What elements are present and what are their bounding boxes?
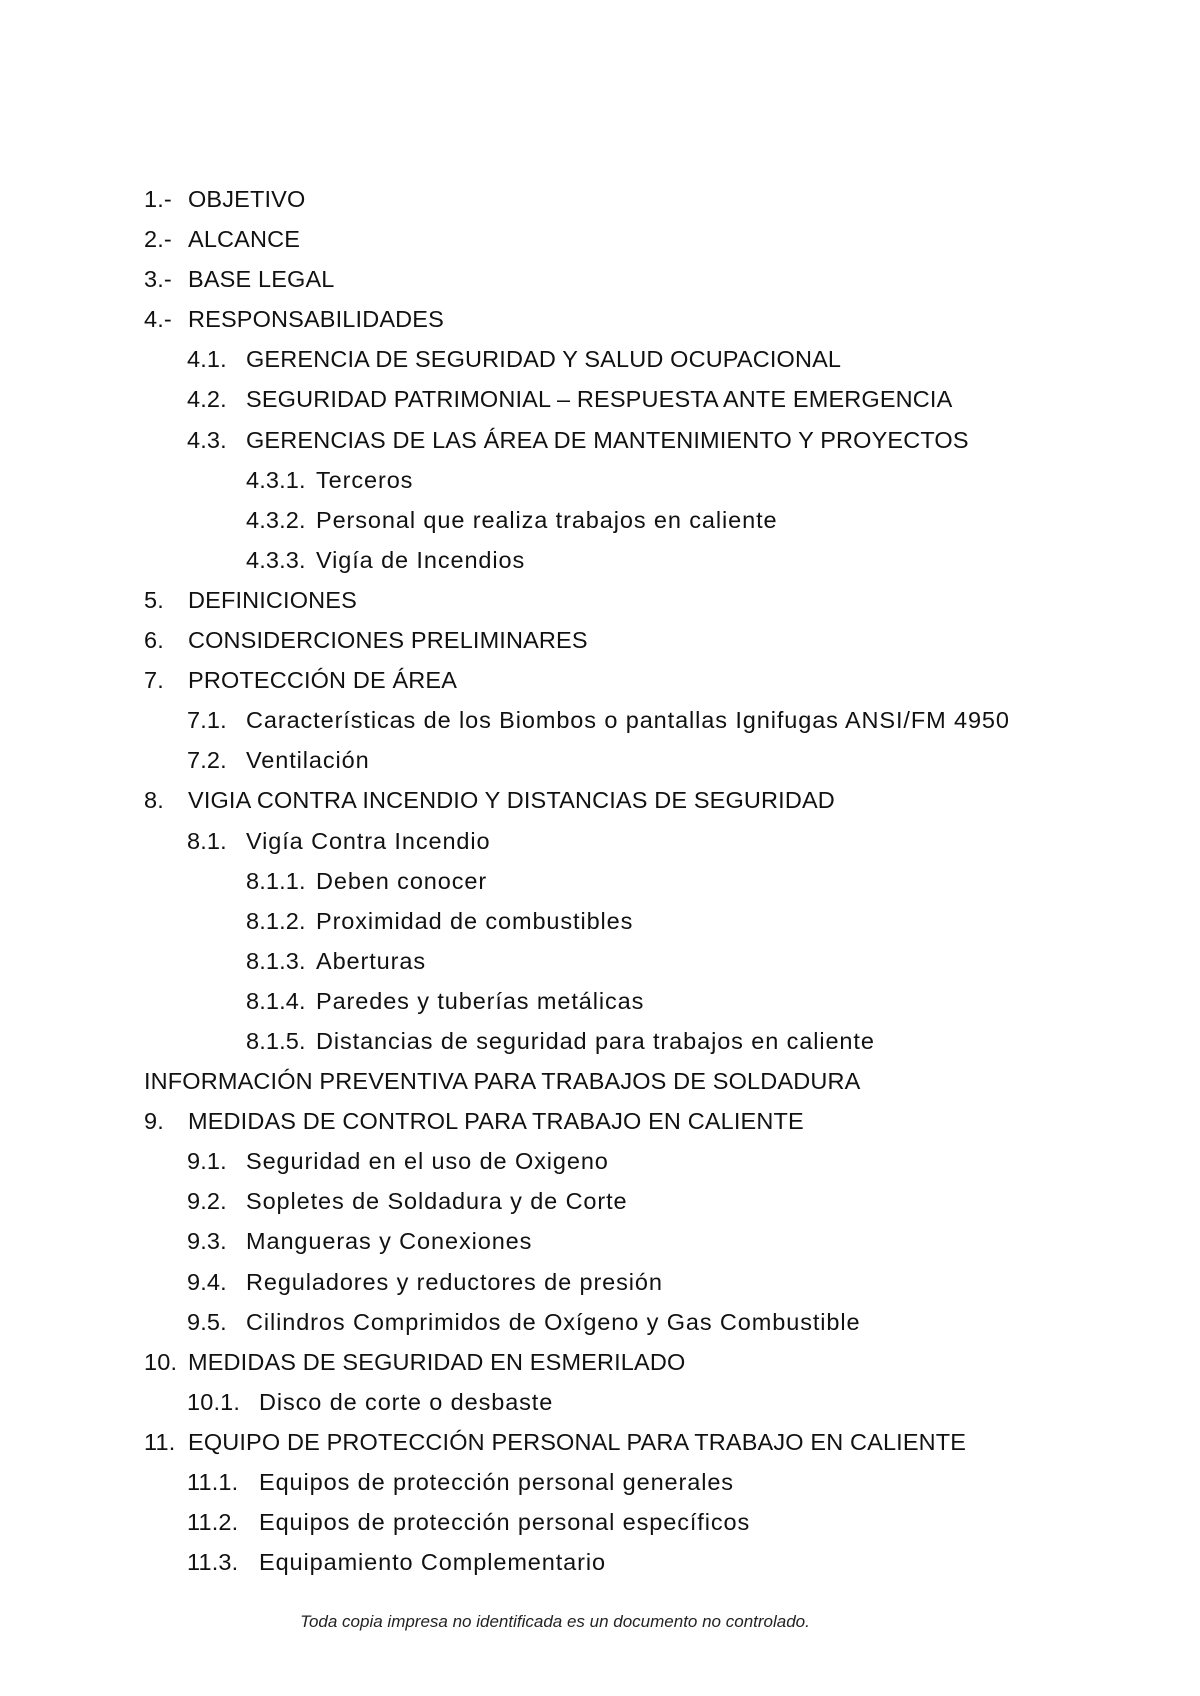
- toc-entry: [144, 747, 1144, 787]
- toc-entry: [144, 627, 1144, 667]
- toc-entry: [144, 386, 1144, 426]
- toc-entry-number: 7.2.: [187, 747, 227, 774]
- toc-entry-number: 9.: [144, 1108, 164, 1135]
- toc-entry-title: Equipamiento Complementario: [259, 1549, 606, 1576]
- toc-entry: [144, 1269, 1144, 1309]
- toc-entry-title: Equipos de protección personal generales: [259, 1469, 734, 1495]
- toc-entry-title: Sopletes de Soldadura y de Corte: [246, 1188, 628, 1215]
- toc-entry: [144, 226, 1144, 266]
- toc-entry-title: Paredes y tuberías metálicas: [316, 987, 645, 1014]
- toc-entry: [144, 1549, 1144, 1589]
- toc-entry-title: MEDIDAS DE CONTROL PARA TRABAJO EN CALIENTE: [188, 1108, 804, 1135]
- toc-entry-title: Cilindros Comprimidos de Oxígeno y Gas Combustible: [246, 1308, 861, 1335]
- toc-entry-number: 7.1.: [187, 707, 227, 734]
- toc-entry-number: 2.-: [144, 226, 172, 253]
- toc-entry-title: DEFINICIONES: [188, 586, 357, 613]
- toc-entry: [144, 1108, 1144, 1148]
- toc-entry-number: 1.-: [144, 186, 172, 212]
- toc-entry-number: 4.3.3.: [246, 546, 306, 573]
- toc-entry-number: 8.1.: [187, 827, 227, 854]
- toc-entry: [144, 988, 1144, 1028]
- toc-entry-title: Equipos de protección personal específicos: [259, 1509, 751, 1536]
- toc-entry-title: RESPONSABILIDADES: [188, 306, 444, 333]
- toc-entry-title: Distancias de seguridad para trabajos en caliente: [316, 1027, 875, 1054]
- toc-entry: [144, 467, 1144, 507]
- toc-entry-number: 8.1.1.: [246, 867, 306, 894]
- toc-entry: [144, 828, 1144, 868]
- toc-entry-title: EQUIPO DE PROTECCIÓN PERSONAL PARA TRABAJO EN CALIENTE: [188, 1428, 967, 1455]
- toc-entry-title: BASE LEGAL: [188, 266, 335, 293]
- toc-entry-title: Vigía Contra Incendio: [246, 827, 491, 854]
- toc-entry: [144, 1509, 1144, 1549]
- toc-entry: [144, 908, 1144, 948]
- toc-entry: [144, 707, 1144, 747]
- toc-entry-title: VIGIA CONTRA INCENDIO Y DISTANCIAS DE SEGURIDAD: [188, 787, 835, 814]
- toc-entry: [144, 1469, 1144, 1509]
- toc-entry: [144, 948, 1144, 988]
- toc-entry-number: 9.3.: [187, 1228, 227, 1255]
- toc-entry-number: 4.3.1.: [246, 466, 306, 493]
- toc-entry: [144, 667, 1144, 707]
- toc-entry: [144, 1228, 1144, 1268]
- toc-entry: [144, 507, 1144, 547]
- toc-entry-number: 11.: [144, 1428, 176, 1455]
- toc-entry-number: 4.-: [144, 306, 172, 333]
- toc-entry-number: 8.1.3.: [246, 947, 306, 974]
- toc-entry-title: ALCANCE: [188, 226, 301, 253]
- toc-entry-number: 4.2.: [187, 386, 227, 413]
- toc-entry-number: 11.1.: [187, 1469, 239, 1495]
- toc-entry-number: 8.1.4.: [246, 987, 306, 1014]
- toc-entry-number: 10.1.: [187, 1388, 241, 1415]
- toc-entry-title: Proximidad de combustibles: [316, 907, 634, 934]
- toc-entry-title: GERENCIAS DE LAS ÁREA DE MANTENIMIENTO Y PROYECTOS: [246, 426, 969, 453]
- toc-entry: [144, 587, 1144, 627]
- toc-entry-number: 4.1.: [187, 346, 227, 373]
- toc-entry-number: 11.3.: [187, 1549, 239, 1576]
- toc-entry-title: GERENCIA DE SEGURIDAD Y SALUD OCUPACIONAL: [246, 346, 842, 373]
- toc-entry-number: 8.1.2.: [246, 907, 306, 934]
- toc-entry: [144, 868, 1144, 908]
- toc-entry: [144, 427, 1144, 467]
- toc-entry: [144, 1028, 1144, 1068]
- toc-entry-title: OBJETIVO: [188, 186, 306, 212]
- toc-entry-title: SEGURIDAD PATRIMONIAL – RESPUESTA ANTE EMERGENCIA: [246, 386, 953, 413]
- toc-entry-title: INFORMACIÓN PREVENTIVA PARA TRABAJOS DE SOLDADURA: [144, 1068, 861, 1095]
- toc-entry: [144, 1068, 1144, 1108]
- toc-entry: [144, 266, 1144, 306]
- toc-entry-number: 11.2.: [187, 1509, 239, 1536]
- toc-entry: [144, 1349, 1144, 1389]
- toc-entry-title: CONSIDERCIONES PRELIMINARES: [188, 627, 588, 654]
- toc-entry-title: Seguridad en el uso de Oxigeno: [246, 1148, 609, 1175]
- toc-entry: [144, 1309, 1144, 1349]
- toc-entry-title: Disco de corte o desbaste: [259, 1388, 554, 1415]
- toc-entry: [144, 1148, 1144, 1188]
- table-of-contents: [144, 186, 1144, 1589]
- toc-entry-title: Mangueras y Conexiones: [246, 1228, 533, 1255]
- toc-entry-title: Aberturas: [316, 947, 426, 974]
- toc-entry-number: 9.2.: [187, 1188, 227, 1215]
- toc-entry: [144, 186, 1144, 226]
- toc-entry-number: 4.3.2.: [246, 506, 306, 533]
- toc-entry-title: Reguladores y reductores de presión: [246, 1268, 663, 1295]
- toc-entry-number: 9.1.: [187, 1148, 227, 1175]
- toc-entry-title: Personal que realiza trabajos en caliente: [316, 506, 778, 533]
- toc-entry: [144, 547, 1144, 587]
- toc-entry-number: 9.4.: [187, 1268, 227, 1295]
- toc-entry-title: Características de los Biombos o pantallas Ignifugas ANSI/FM 4950: [246, 707, 1010, 734]
- toc-entry-number: 7.: [144, 667, 164, 694]
- toc-entry-number: 8.1.5.: [246, 1027, 306, 1054]
- toc-entry: [144, 787, 1144, 827]
- toc-entry-number: 9.5.: [187, 1308, 227, 1335]
- toc-entry-number: 5.: [144, 586, 164, 613]
- toc-entry-number: 6.: [144, 627, 164, 654]
- toc-entry-title: PROTECCIÓN DE ÁREA: [188, 667, 458, 694]
- footer-disclaimer: Toda copia impresa no identificada es un documento no controlado.: [300, 1612, 810, 1631]
- toc-entry-number: 3.-: [144, 266, 172, 293]
- toc-entry-title: Terceros: [316, 466, 414, 493]
- toc-entry: [144, 306, 1144, 346]
- toc-entry-title: Deben conocer: [316, 867, 488, 894]
- toc-entry-number: 4.3.: [187, 426, 227, 453]
- toc-entry: [144, 1429, 1144, 1469]
- toc-entry-number: 10.: [144, 1348, 178, 1375]
- toc-entry-title: MEDIDAS DE SEGURIDAD EN ESMERILADO: [188, 1348, 686, 1375]
- toc-entry: [144, 346, 1144, 386]
- toc-entry-title: Vigía de Incendios: [316, 546, 526, 573]
- toc-entry-number: 8.: [144, 787, 164, 814]
- toc-entry-title: Ventilación: [246, 747, 370, 774]
- toc-entry: [144, 1188, 1144, 1228]
- toc-entry: [144, 1389, 1144, 1429]
